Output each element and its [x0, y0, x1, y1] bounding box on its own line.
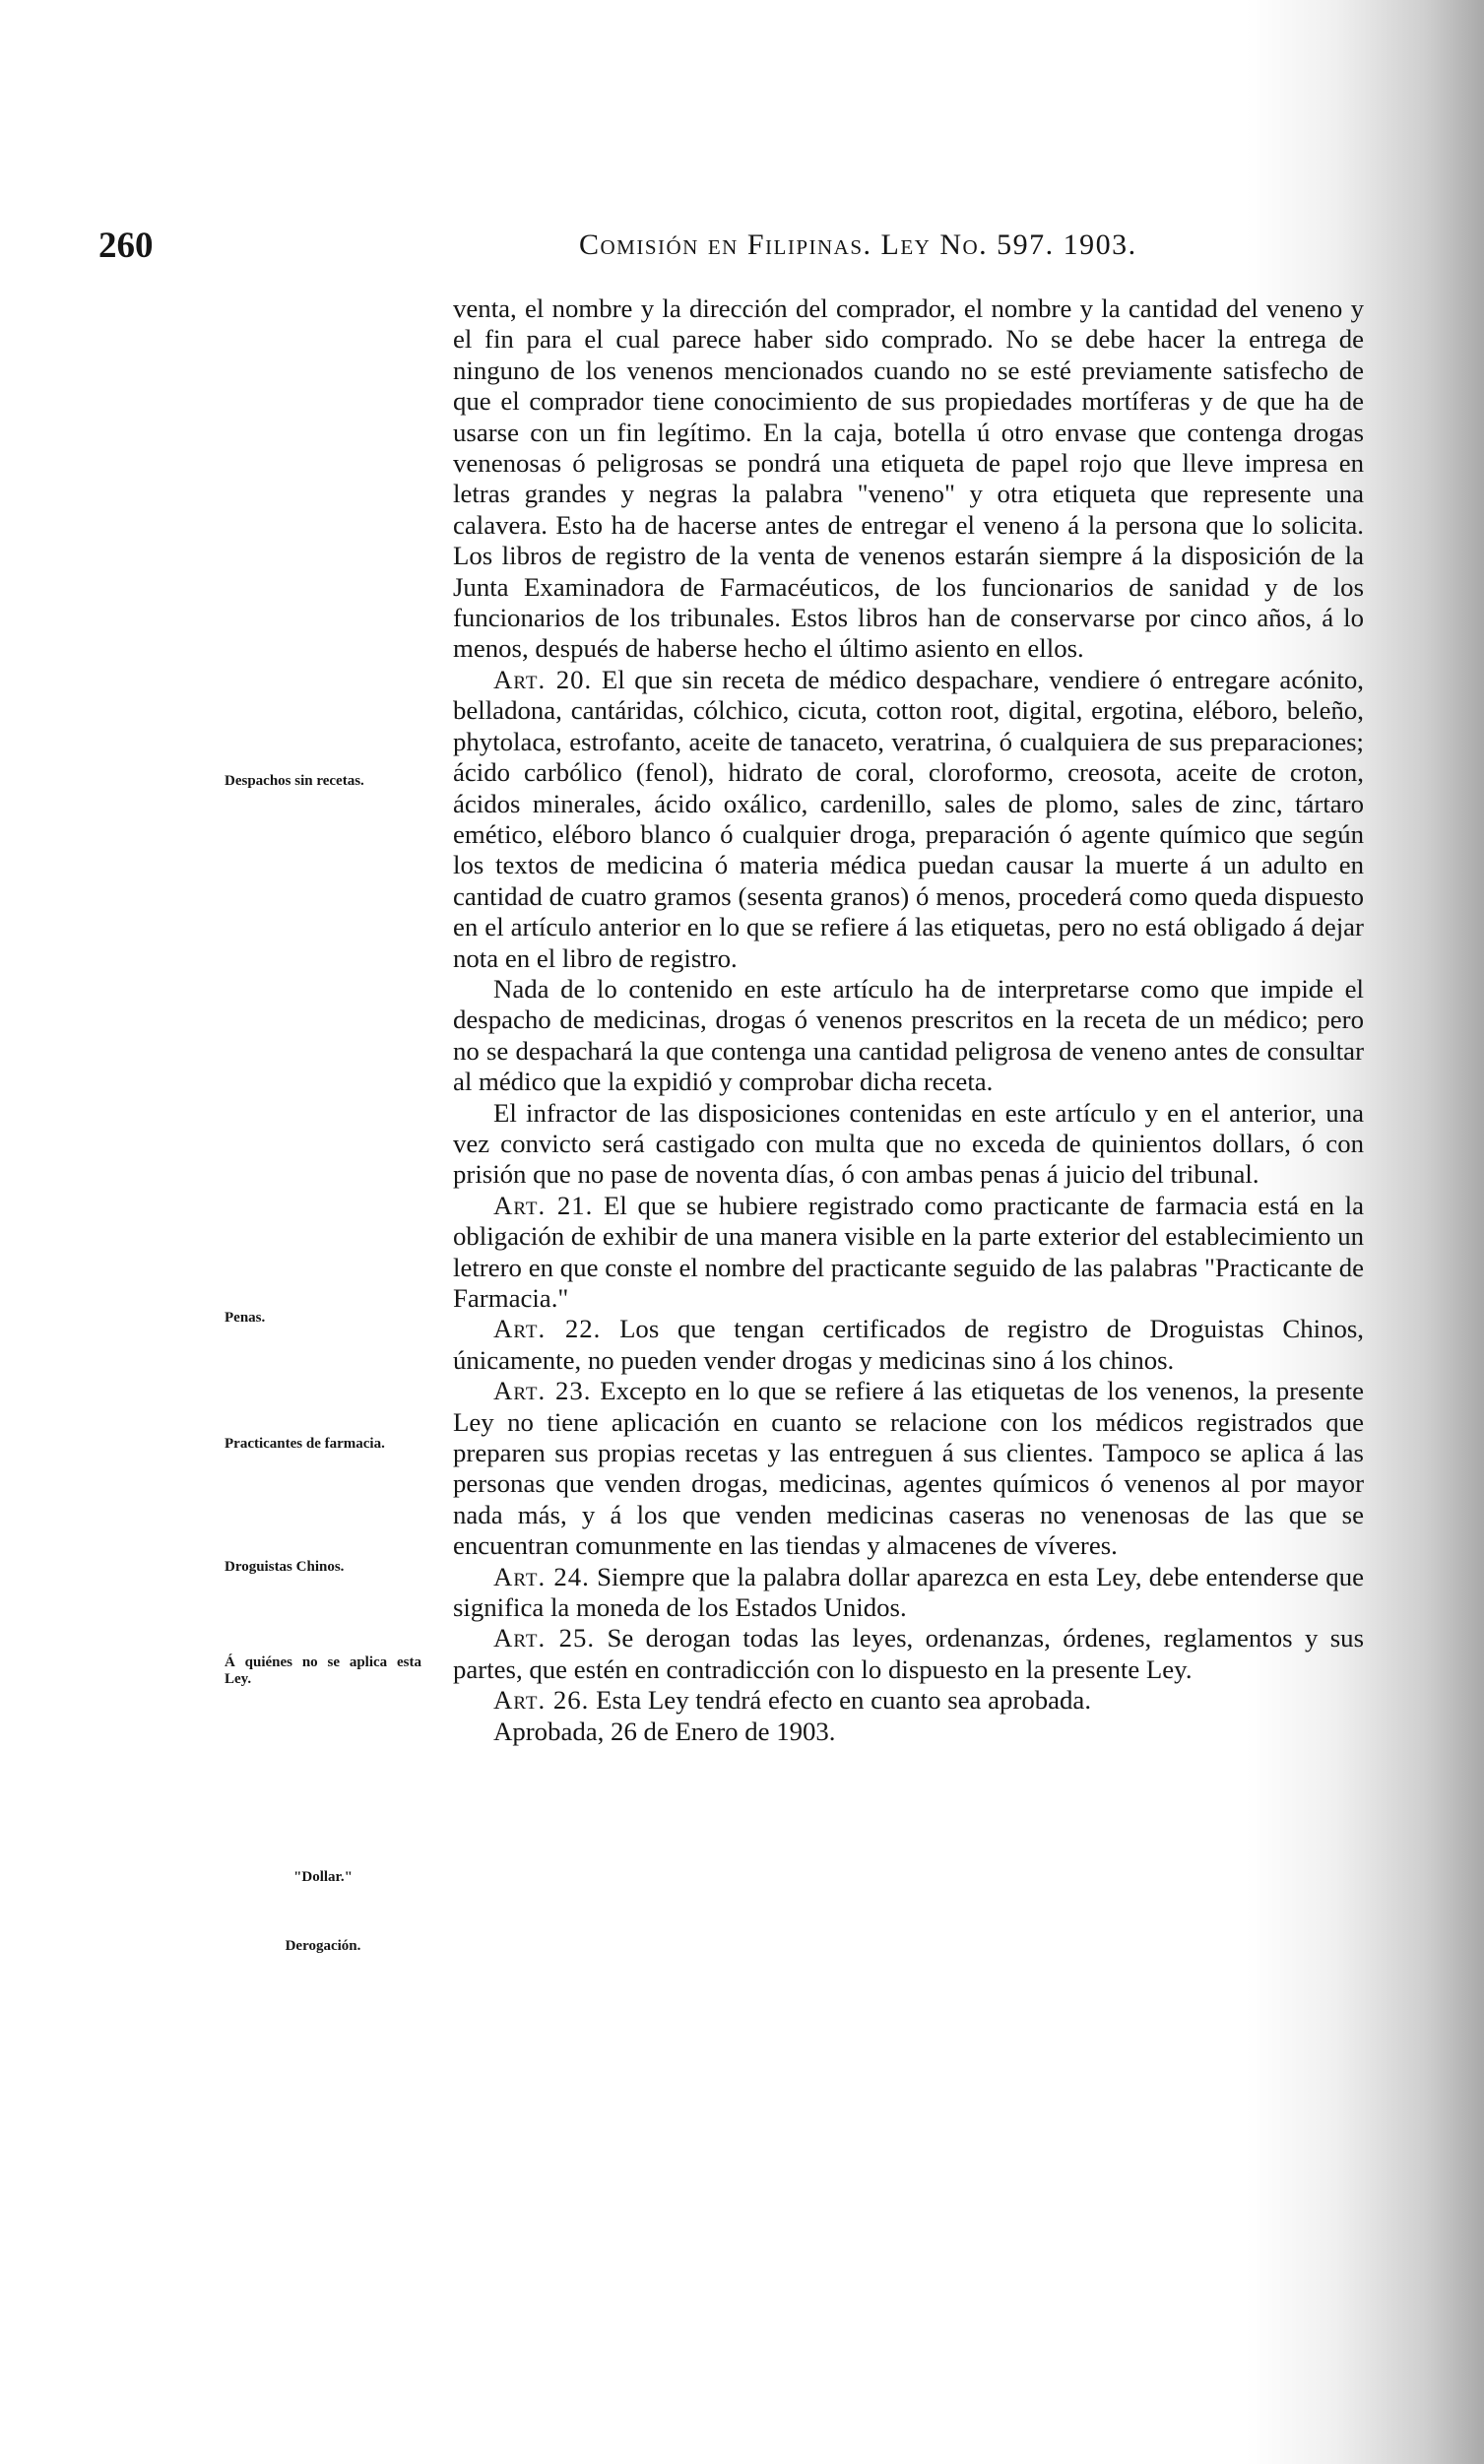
body-text — [453, 293, 1364, 1747]
paragraph-text: El que se hubiere registrado como practicante de farmacia está en la obligación de exhibir de una manera visible en la parte exterior del establecimiento un letrero en que conste el nombre del practicante seguido de las palabras "Practicante de Farmacia." — [453, 1190, 1365, 1313]
paragraph-nada — [453, 974, 1364, 1098]
paragraph-text: venta, el nombre y la dirección del comprador, el nombre y la cantidad del veneno y el fin para el cual parece haber sido comprado. No se debe hacer la entrega de ninguno de los venenos mencionados cuando no se esté previamente satisfecho de que el comprador tiene conocimiento de sus propiedades mortíferas y de que ha de usarse con un fin legítimo. En la caja, botella ú otro envase que contenga drogas venenosas ó peligrosas se pondrá una etiqueta de papel rojo que lleve impresa en letras grandes y negras la palabra "veneno" y otra etiqueta que represente una calavera. Esto ha de hacerse antes de entregar el veneno á la persona que lo solicita. Los libros de registro de la venta de venenos estarán siempre á la disposición de la Junta Examinadora de Farmacéuticos, de los funcionarios de sanidad y de los funcionarios de los tribunales. Estos libros han de conservarse por cinco años, á lo menos, después de haberse hecho el último asiento en ellos. — [453, 293, 1364, 664]
paragraph-art-21 — [453, 1191, 1364, 1315]
paragraph-text: Los que tengan certificados de registro de Droguistas Chinos, únicamente, no pueden vender drogas y medicinas sino á los chinos. — [453, 1314, 1364, 1375]
margin-note-droguistas: Droguistas Chinos. — [225, 1559, 345, 1575]
margin-note-derogacion: Derogación. — [285, 1938, 361, 1954]
margin-note-practicantes: Practicantes de farmacia. — [225, 1436, 385, 1452]
paragraph-continued — [453, 293, 1364, 665]
paragraph-text: Se derogan todas las leyes, ordenanzas, órdenes, reglamentos y sus partes, que estén en contradicción con lo dispuesto en la presente Ley. — [453, 1623, 1364, 1684]
running-head: Comisión en Filipinas. Ley No. 597. 1903. — [579, 228, 1137, 261]
paragraph-art-23 — [453, 1376, 1364, 1561]
paragraph-penas — [453, 1098, 1364, 1191]
article-label: Art. 26. — [493, 1685, 590, 1716]
margin-note-aplicacion: Á quiénes no se aplica esta Ley. — [225, 1654, 421, 1687]
paragraph-text: Siempre que la palabra dollar aparezca en esta Ley, debe entenderse que significa la moneda de los Estados Unidos. — [453, 1561, 1364, 1623]
paragraph-text: Excepto en lo que se refiere á las etiquetas de los venenos, la presente Ley no tiene aplicación en cuanto se relacione con los médicos registrados que preparen sus propias recetas y las entreguen á sus clientes. Tampoco se aplica á las personas que venden drogas, medicinas, agentes químicos ó venenos al por mayor nada más, y á los que venden medicinas caseras no venenosas de las que se encuentran comunmente en las tiendas y almacenes de víveres. — [453, 1376, 1364, 1561]
paragraph-text: Nada de lo contenido en este artículo ha de interpretarse como que impide el despacho de medicinas, drogas ó venenos prescritos en la receta de un médico; pero no se despachará la que contenga una cantidad peligrosa de veneno antes de consultar al médico que la expidió y comprobar dicha receta. — [453, 973, 1364, 1097]
paragraph-text: El infractor de las disposiciones contenidas en este artículo y en el anterior, una vez convicto será castigado con multa que no exceda de quinientos dollars, ó con prisión que no pase de noventa días, ó con ambas penas á juicio del tribunal. — [453, 1097, 1364, 1190]
article-label: Art. 21. — [493, 1190, 594, 1220]
article-label: Art. 22. — [493, 1314, 602, 1344]
paragraph-art-26 — [493, 1685, 1364, 1716]
article-label: Art. 24. — [493, 1561, 590, 1591]
paragraph-art-25 — [453, 1623, 1364, 1685]
margin-note-dollar: "Dollar." — [293, 1869, 353, 1885]
page-number: 260 — [98, 226, 154, 266]
article-label: Art. 23. — [493, 1376, 592, 1406]
paragraph-text: Aprobada, 26 de Enero de 1903. — [493, 1716, 836, 1746]
article-label: Art. 25. — [493, 1623, 596, 1653]
paragraph-text: Esta Ley tendrá efecto en cuanto sea aprobada. — [596, 1685, 1092, 1716]
paragraph-art-22 — [453, 1314, 1364, 1376]
paragraph-art-24 — [453, 1562, 1364, 1624]
paragraph-art-20 — [453, 665, 1364, 974]
margin-note-despachos: Despachos sin recetas. — [225, 773, 364, 789]
approval-date — [493, 1717, 1364, 1747]
paragraph-text: El que sin receta de médico despachare, vendiere ó entregare acónito, belladona, cantáridas, cólchico, cicuta, cotton root, digital, ergotina, eléboro, beleño, phytolaca, estrofanto, aceite de tanaceto, veratrina, ó cualquiera de sus preparaciones; ácido carbólico (fenol), hidrato de coral, cloroformo, creosota, aceite de croton, ácidos minerales, ácido oxálico, cardenillo, sales de plomo, sales de zinc, tártaro emético, eléboro blanco ó cualquier droga, preparación ó agente químico que según los textos de medicina ó materia médica puedan causar la muerte á un adulto en cantidad de cuatro gramos (sesenta granos) ó menos, procederá como queda dispuesto en el artículo anterior en lo que se refiere á las etiquetas, pero no está obligado á dejar nota en el libro de registro. — [453, 664, 1365, 973]
article-label: Art. 20. — [493, 664, 593, 694]
margin-note-penas: Penas. — [225, 1310, 266, 1326]
